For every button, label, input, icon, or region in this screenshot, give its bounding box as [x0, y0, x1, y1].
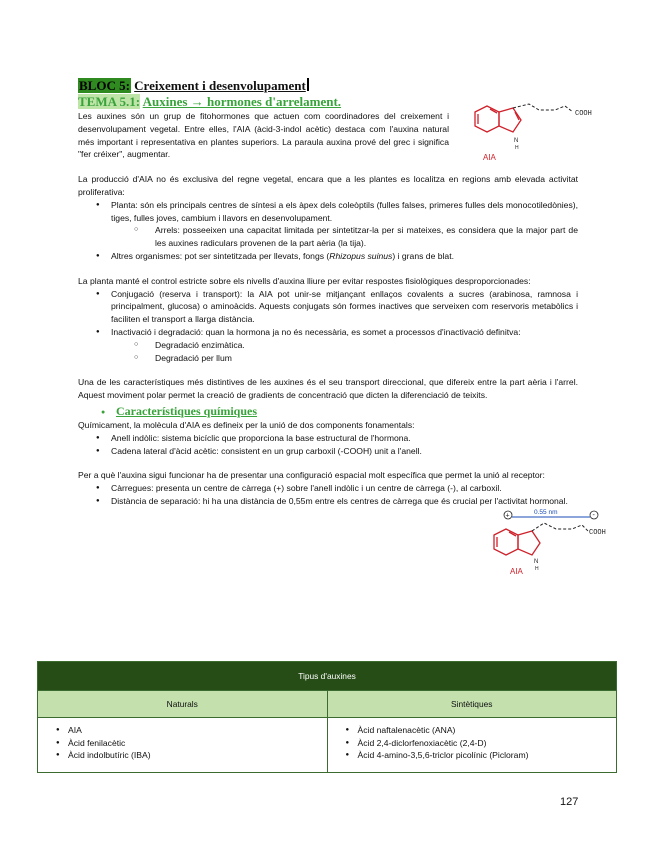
tema-prefix: TEMA 5.1: — [78, 94, 141, 109]
list-item: ● Àcid 4-amino-3,5,6-triclor picolínic (Picloram) — [334, 749, 617, 762]
list-item: ○ Arrels: posseeixen una capacitat limitada per sintetitzar-la per si mateixes, es considera que la major part de les auxines radiculars provenen de la part aèria (la tija). — [78, 224, 578, 250]
control-paragraph: La planta manté el control estricte sobre els nivells d'auxina lliure per evitar respostes fisiològiques desproporcionades: — [78, 275, 531, 286]
list-item: ● Àcid naftalenacètic (ANA) — [334, 724, 617, 737]
bloc-prefix: BLOC 5: — [79, 78, 130, 93]
col-synthetic-header: Sintètiques — [327, 691, 617, 718]
control-list — [78, 288, 578, 365]
svg-text:AIA: AIA — [483, 153, 496, 162]
aia-molecule-icon — [455, 98, 613, 166]
svg-text:-: - — [592, 512, 595, 519]
list-item: ○ Degradació enzimàtica. — [78, 339, 578, 352]
config-list — [78, 482, 578, 508]
config-paragraph: Per a què l'auxina sigui funcionar ha de presentar una configuració espacial molt específica que permet la unió al receptor: — [78, 470, 545, 481]
list-item: ● Cadena lateral d'àcid acètic: consistent en un grup carboxil (-COOH) unit a l'anell. — [78, 445, 478, 458]
list-item: ● Altres organismes: pot ser sintetitzada per llevats, fongs (Rhizopus suinus) i grans de blat. — [78, 250, 578, 263]
list-item: ● AIA — [44, 724, 327, 737]
svg-text:N: N — [514, 138, 519, 144]
table-title: Tipus d'auxines — [38, 662, 617, 691]
list-item: ○ Degradació per llum — [78, 352, 578, 365]
chemistry-list — [78, 432, 478, 458]
text-cursor — [307, 78, 309, 91]
chemistry-paragraph: Químicament, la molècula d'AIA es defineix per la unió de dos components fonamentals: — [78, 419, 415, 430]
list-item: ● Inactivació i degradació: quan la hormona ja no és necessària, es somet a processos d'inactivació definitva: ○ Degradació enzimàtica. ○ Degradació per llum — [78, 326, 578, 364]
list-item: ● Anell indòlic: sistema bicíclic que proporciona la base estructural de l'hormona. — [78, 432, 478, 445]
col-natural-header: Naturals — [38, 691, 328, 718]
svg-text:COOH: COOH — [589, 529, 606, 537]
list-item: ● Distància de separació: hi ha una distància de 0,55m entre els centres de càrrega que és crucial per l'activitat hormonal. — [78, 495, 578, 508]
list-item: ● Càrregues: presenta un centre de càrrega (+) sobre l'anell indòlic i un centre de càrrega (-), al carboxil. — [78, 482, 578, 495]
svg-text:H: H — [535, 566, 539, 572]
chemistry-heading: ● Característiques químiques — [78, 404, 578, 419]
bloc-title: Creixement i desenvolupament — [134, 78, 306, 93]
svg-text:AIA: AIA — [510, 567, 523, 576]
svg-text:+: + — [505, 512, 510, 520]
transport-paragraph: Una de les característiques més distintives de les auxines és el seu transport direccional, que difereix entre la part aèria i l'arrel. Aquest moviment polar permet la creació de gradients de concentració que dicten la diferenciació de teixits. — [78, 377, 578, 401]
natural-cell — [38, 718, 328, 773]
production-list — [78, 199, 578, 263]
svg-text:H: H — [515, 145, 519, 151]
list-item: ● Àcid indolbutíric (IBA) — [44, 749, 327, 762]
svg-text:N: N — [534, 559, 539, 565]
production-paragraph: La producció d'AIA no és exclusiva del regne vegetal, encara que a les plantes es localitza en regions amb elevada activitat proliferativa: — [78, 174, 578, 197]
aia-charge-molecule-icon — [482, 505, 616, 577]
tema-title: Auxines → hormones d'arrelament. — [142, 94, 342, 109]
synthetic-cell — [327, 718, 617, 773]
bloc-heading — [78, 78, 578, 94]
list-item: ● Àcid 2,4-diclorfenoxiacètic (2,4-D) — [334, 737, 617, 750]
list-item: ● Planta: són els principals centres de síntesi a els àpex dels coleòptils (fulles falses, primeres fulles dels monocotiledònies), tiges, fulles joves, cambium i llavors en desenvolupament. ○ Arrels: posseeixen una capacitat limitada per sintetitzar-la per si mateixes, es considera que la major part de les auxines radiculars provenen de la part aèria (la tija). — [78, 199, 578, 250]
list-item: ● Àcid fenilacètic — [44, 737, 327, 750]
page-number: 127 — [560, 796, 579, 808]
intro-paragraph: Les auxines són un grup de fitohormones que actuen com coordinadores del creixement i desenvolupament vegetal. Entre elles, l'AIA (àcid-3-indol acètic) destaca com l'auxina natural més important i representativa en plantes superiors. La paraula auxina prové del grec i significa "fer créixer", augmentar. — [78, 111, 449, 160]
auxin-types-table — [37, 661, 617, 773]
svg-text:0.55 nm: 0.55 nm — [534, 509, 558, 516]
list-item: ● Conjugació (reserva i transport): la AIA pot unir-se mitjançant enllaços covalents a sucres (arabinosa, ramnosa i principalment, glucosa) o aminoàcids. Aquests conjugats són formes inactives que serveixen com reservoris metabòlics i faciliten el transport a llarga distància. — [78, 288, 578, 326]
svg-text:COOH: COOH — [575, 110, 592, 118]
